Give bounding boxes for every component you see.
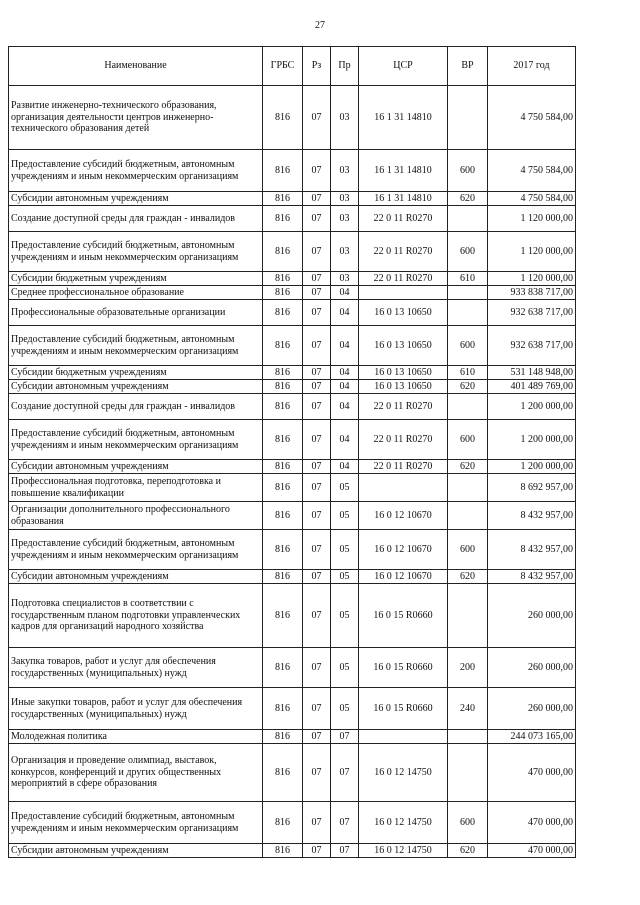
cell-grbs: 816 bbox=[263, 502, 303, 530]
table-row bbox=[9, 300, 576, 326]
cell-sum: 8 692 957,00 bbox=[488, 474, 576, 502]
cell-rz: 07 bbox=[303, 380, 331, 394]
table-row bbox=[9, 380, 576, 394]
cell-grbs: 816 bbox=[263, 326, 303, 366]
table-row bbox=[9, 688, 576, 730]
cell-csr: 16 0 13 10650 bbox=[359, 326, 448, 366]
table-row bbox=[9, 420, 576, 460]
cell-sum: 8 432 957,00 bbox=[488, 502, 576, 530]
cell-pr: 05 bbox=[331, 688, 359, 730]
cell-csr: 16 0 15 R0660 bbox=[359, 584, 448, 648]
table-row bbox=[9, 86, 576, 150]
cell-vr: 600 bbox=[448, 530, 488, 570]
cell-grbs: 816 bbox=[263, 272, 303, 286]
cell-csr: 16 0 13 10650 bbox=[359, 366, 448, 380]
cell-csr: 22 0 11 R0270 bbox=[359, 460, 448, 474]
cell-grbs: 816 bbox=[263, 460, 303, 474]
table-row bbox=[9, 394, 576, 420]
header-pr: Пр bbox=[331, 47, 359, 86]
cell-vr bbox=[448, 286, 488, 300]
cell-grbs: 816 bbox=[263, 380, 303, 394]
cell-vr: 600 bbox=[448, 420, 488, 460]
cell-name: Среднее профессиональное образование bbox=[9, 286, 263, 300]
cell-pr: 07 bbox=[331, 844, 359, 858]
cell-sum: 260 000,00 bbox=[488, 584, 576, 648]
cell-rz: 07 bbox=[303, 192, 331, 206]
cell-csr: 22 0 11 R0270 bbox=[359, 394, 448, 420]
header-vr: ВР bbox=[448, 47, 488, 86]
cell-sum: 1 200 000,00 bbox=[488, 420, 576, 460]
cell-pr: 05 bbox=[331, 648, 359, 688]
cell-sum: 4 750 584,00 bbox=[488, 192, 576, 206]
cell-grbs: 816 bbox=[263, 192, 303, 206]
table-row bbox=[9, 502, 576, 530]
cell-sum: 933 838 717,00 bbox=[488, 286, 576, 300]
cell-sum: 1 120 000,00 bbox=[488, 206, 576, 232]
cell-csr: 22 0 11 R0270 bbox=[359, 232, 448, 272]
cell-pr: 04 bbox=[331, 380, 359, 394]
cell-name: Субсидии автономным учреждениям bbox=[9, 192, 263, 206]
cell-pr: 07 bbox=[331, 802, 359, 844]
cell-csr: 16 0 12 10670 bbox=[359, 530, 448, 570]
cell-grbs: 816 bbox=[263, 394, 303, 420]
cell-csr bbox=[359, 286, 448, 300]
cell-pr: 04 bbox=[331, 286, 359, 300]
cell-sum: 531 148 948,00 bbox=[488, 366, 576, 380]
cell-sum: 1 200 000,00 bbox=[488, 394, 576, 420]
header-grbs: ГРБС bbox=[263, 47, 303, 86]
cell-csr: 16 0 12 14750 bbox=[359, 802, 448, 844]
cell-rz: 07 bbox=[303, 394, 331, 420]
cell-pr: 07 bbox=[331, 744, 359, 802]
cell-pr: 05 bbox=[331, 570, 359, 584]
cell-name: Предоставление субсидий бюджетным, автономным учреждениям и иным некоммерческим организациям bbox=[9, 150, 263, 192]
cell-grbs: 816 bbox=[263, 584, 303, 648]
cell-name: Создание доступной среды для граждан - инвалидов bbox=[9, 394, 263, 420]
cell-grbs: 816 bbox=[263, 286, 303, 300]
cell-vr: 620 bbox=[448, 460, 488, 474]
cell-rz: 07 bbox=[303, 744, 331, 802]
cell-vr bbox=[448, 206, 488, 232]
cell-sum: 4 750 584,00 bbox=[488, 150, 576, 192]
cell-vr: 610 bbox=[448, 272, 488, 286]
cell-csr: 16 0 13 10650 bbox=[359, 380, 448, 394]
cell-pr: 03 bbox=[331, 192, 359, 206]
cell-vr: 600 bbox=[448, 802, 488, 844]
cell-vr: 620 bbox=[448, 844, 488, 858]
cell-sum: 470 000,00 bbox=[488, 844, 576, 858]
cell-sum: 1 200 000,00 bbox=[488, 460, 576, 474]
cell-vr: 620 bbox=[448, 192, 488, 206]
cell-csr: 16 0 12 10670 bbox=[359, 570, 448, 584]
table-row bbox=[9, 648, 576, 688]
cell-name: Иные закупки товаров, работ и услуг для обеспечения государственных (муниципальных) нужд bbox=[9, 688, 263, 730]
cell-csr: 16 0 12 14750 bbox=[359, 844, 448, 858]
cell-pr: 03 bbox=[331, 206, 359, 232]
cell-rz: 07 bbox=[303, 730, 331, 744]
cell-rz: 07 bbox=[303, 366, 331, 380]
cell-grbs: 816 bbox=[263, 420, 303, 460]
cell-pr: 03 bbox=[331, 86, 359, 150]
table-row bbox=[9, 570, 576, 584]
cell-vr: 610 bbox=[448, 366, 488, 380]
cell-grbs: 816 bbox=[263, 300, 303, 326]
cell-sum: 1 120 000,00 bbox=[488, 232, 576, 272]
cell-pr: 05 bbox=[331, 584, 359, 648]
cell-pr: 03 bbox=[331, 150, 359, 192]
cell-grbs: 816 bbox=[263, 474, 303, 502]
header-year: 2017 год bbox=[488, 47, 576, 86]
cell-pr: 04 bbox=[331, 394, 359, 420]
page-number: 27 bbox=[315, 20, 325, 31]
cell-vr bbox=[448, 394, 488, 420]
cell-grbs: 816 bbox=[263, 802, 303, 844]
cell-csr: 22 0 11 R0270 bbox=[359, 206, 448, 232]
cell-rz: 07 bbox=[303, 474, 331, 502]
cell-name: Предоставление субсидий бюджетным, автономным учреждениям и иным некоммерческим организациям bbox=[9, 420, 263, 460]
cell-grbs: 816 bbox=[263, 730, 303, 744]
table-row bbox=[9, 584, 576, 648]
cell-rz: 07 bbox=[303, 86, 331, 150]
cell-name: Создание доступной среды для граждан - инвалидов bbox=[9, 206, 263, 232]
cell-csr bbox=[359, 730, 448, 744]
table-row bbox=[9, 272, 576, 286]
cell-vr: 600 bbox=[448, 232, 488, 272]
cell-grbs: 816 bbox=[263, 150, 303, 192]
cell-sum: 470 000,00 bbox=[488, 744, 576, 802]
cell-rz: 07 bbox=[303, 648, 331, 688]
cell-rz: 07 bbox=[303, 300, 331, 326]
cell-vr: 620 bbox=[448, 570, 488, 584]
cell-name: Предоставление субсидий бюджетным, автономным учреждениям и иным некоммерческим организациям bbox=[9, 326, 263, 366]
table-row bbox=[9, 460, 576, 474]
cell-vr: 620 bbox=[448, 380, 488, 394]
table-row bbox=[9, 730, 576, 744]
table-row bbox=[9, 802, 576, 844]
cell-vr: 600 bbox=[448, 326, 488, 366]
cell-name: Организации дополнительного профессионального образования bbox=[9, 502, 263, 530]
cell-rz: 07 bbox=[303, 232, 331, 272]
cell-vr: 200 bbox=[448, 648, 488, 688]
cell-pr: 04 bbox=[331, 326, 359, 366]
cell-name: Профессиональные образовательные организации bbox=[9, 300, 263, 326]
cell-pr: 04 bbox=[331, 366, 359, 380]
cell-pr: 04 bbox=[331, 420, 359, 460]
cell-sum: 401 489 769,00 bbox=[488, 380, 576, 394]
cell-name: Молодежная политика bbox=[9, 730, 263, 744]
table-header-row bbox=[9, 47, 576, 86]
cell-grbs: 816 bbox=[263, 530, 303, 570]
cell-name: Предоставление субсидий бюджетным, автономным учреждениям и иным некоммерческим организациям bbox=[9, 802, 263, 844]
cell-csr: 16 1 31 14810 bbox=[359, 150, 448, 192]
cell-csr: 16 1 31 14810 bbox=[359, 86, 448, 150]
cell-pr: 05 bbox=[331, 474, 359, 502]
cell-rz: 07 bbox=[303, 420, 331, 460]
cell-sum: 260 000,00 bbox=[488, 688, 576, 730]
cell-rz: 07 bbox=[303, 530, 331, 570]
cell-name: Субсидии автономным учреждениям bbox=[9, 460, 263, 474]
table-row bbox=[9, 192, 576, 206]
cell-pr: 03 bbox=[331, 272, 359, 286]
cell-grbs: 816 bbox=[263, 86, 303, 150]
cell-name: Субсидии бюджетным учреждениям bbox=[9, 366, 263, 380]
cell-name: Профессиональная подготовка, переподготовка и повышение квалификации bbox=[9, 474, 263, 502]
cell-name: Предоставление субсидий бюджетным, автономным учреждениям и иным некоммерческим организациям bbox=[9, 530, 263, 570]
table-row bbox=[9, 474, 576, 502]
cell-rz: 07 bbox=[303, 802, 331, 844]
table-row bbox=[9, 206, 576, 232]
cell-sum: 932 638 717,00 bbox=[488, 326, 576, 366]
table-row bbox=[9, 232, 576, 272]
header-csr: ЦСР bbox=[359, 47, 448, 86]
cell-vr bbox=[448, 730, 488, 744]
cell-sum: 470 000,00 bbox=[488, 802, 576, 844]
cell-name: Предоставление субсидий бюджетным, автономным учреждениям и иным некоммерческим организациям bbox=[9, 232, 263, 272]
cell-vr bbox=[448, 744, 488, 802]
cell-rz: 07 bbox=[303, 272, 331, 286]
cell-csr: 16 0 12 10670 bbox=[359, 502, 448, 530]
cell-rz: 07 bbox=[303, 326, 331, 366]
cell-csr: 16 0 12 14750 bbox=[359, 744, 448, 802]
cell-grbs: 816 bbox=[263, 206, 303, 232]
cell-pr: 04 bbox=[331, 460, 359, 474]
cell-name: Подготовка специалистов в соответствии с государственным планом подготовки управленческих кадров для организаций народного хозяйства bbox=[9, 584, 263, 648]
cell-sum: 8 432 957,00 bbox=[488, 570, 576, 584]
cell-sum: 260 000,00 bbox=[488, 648, 576, 688]
table-row bbox=[9, 326, 576, 366]
cell-name: Развитие инженерно-технического образования, организация деятельности центров инженерно-технического образования детей bbox=[9, 86, 263, 150]
cell-pr: 03 bbox=[331, 232, 359, 272]
cell-rz: 07 bbox=[303, 502, 331, 530]
cell-sum: 1 120 000,00 bbox=[488, 272, 576, 286]
cell-rz: 07 bbox=[303, 844, 331, 858]
cell-vr: 240 bbox=[448, 688, 488, 730]
cell-name: Субсидии бюджетным учреждениям bbox=[9, 272, 263, 286]
cell-csr: 16 0 15 R0660 bbox=[359, 648, 448, 688]
cell-pr: 07 bbox=[331, 730, 359, 744]
cell-vr bbox=[448, 502, 488, 530]
cell-vr bbox=[448, 474, 488, 502]
cell-rz: 07 bbox=[303, 286, 331, 300]
table-row bbox=[9, 844, 576, 858]
cell-sum: 244 073 165,00 bbox=[488, 730, 576, 744]
cell-vr: 600 bbox=[448, 150, 488, 192]
budget-table bbox=[8, 46, 576, 858]
cell-pr: 05 bbox=[331, 502, 359, 530]
cell-pr: 05 bbox=[331, 530, 359, 570]
cell-vr bbox=[448, 86, 488, 150]
cell-vr bbox=[448, 300, 488, 326]
cell-sum: 932 638 717,00 bbox=[488, 300, 576, 326]
cell-csr bbox=[359, 474, 448, 502]
header-name: Наименование bbox=[9, 47, 263, 86]
table-row bbox=[9, 286, 576, 300]
cell-rz: 07 bbox=[303, 688, 331, 730]
cell-csr: 16 0 15 R0660 bbox=[359, 688, 448, 730]
cell-rz: 07 bbox=[303, 150, 331, 192]
cell-rz: 07 bbox=[303, 570, 331, 584]
cell-csr: 16 0 13 10650 bbox=[359, 300, 448, 326]
cell-grbs: 816 bbox=[263, 844, 303, 858]
cell-vr bbox=[448, 584, 488, 648]
cell-rz: 07 bbox=[303, 206, 331, 232]
cell-name: Субсидии автономным учреждениям bbox=[9, 380, 263, 394]
table-row bbox=[9, 744, 576, 802]
cell-rz: 07 bbox=[303, 460, 331, 474]
cell-sum: 8 432 957,00 bbox=[488, 530, 576, 570]
header-rz: Рз bbox=[303, 47, 331, 86]
cell-grbs: 816 bbox=[263, 648, 303, 688]
cell-sum: 4 750 584,00 bbox=[488, 86, 576, 150]
cell-csr: 22 0 11 R0270 bbox=[359, 420, 448, 460]
cell-grbs: 816 bbox=[263, 744, 303, 802]
cell-name: Субсидии автономным учреждениям bbox=[9, 570, 263, 584]
cell-pr: 04 bbox=[331, 300, 359, 326]
table-row bbox=[9, 366, 576, 380]
cell-grbs: 816 bbox=[263, 688, 303, 730]
cell-name: Закупка товаров, работ и услуг для обеспечения государственных (муниципальных) нужд bbox=[9, 648, 263, 688]
cell-name: Субсидии автономным учреждениям bbox=[9, 844, 263, 858]
cell-grbs: 816 bbox=[263, 232, 303, 272]
cell-csr: 22 0 11 R0270 bbox=[359, 272, 448, 286]
cell-csr: 16 1 31 14810 bbox=[359, 192, 448, 206]
cell-rz: 07 bbox=[303, 584, 331, 648]
cell-grbs: 816 bbox=[263, 570, 303, 584]
table-row bbox=[9, 150, 576, 192]
cell-grbs: 816 bbox=[263, 366, 303, 380]
table-row bbox=[9, 530, 576, 570]
cell-name: Организация и проведение олимпиад, выставок, конкурсов, конференций и других общественных мероприятий в сфере образования bbox=[9, 744, 263, 802]
